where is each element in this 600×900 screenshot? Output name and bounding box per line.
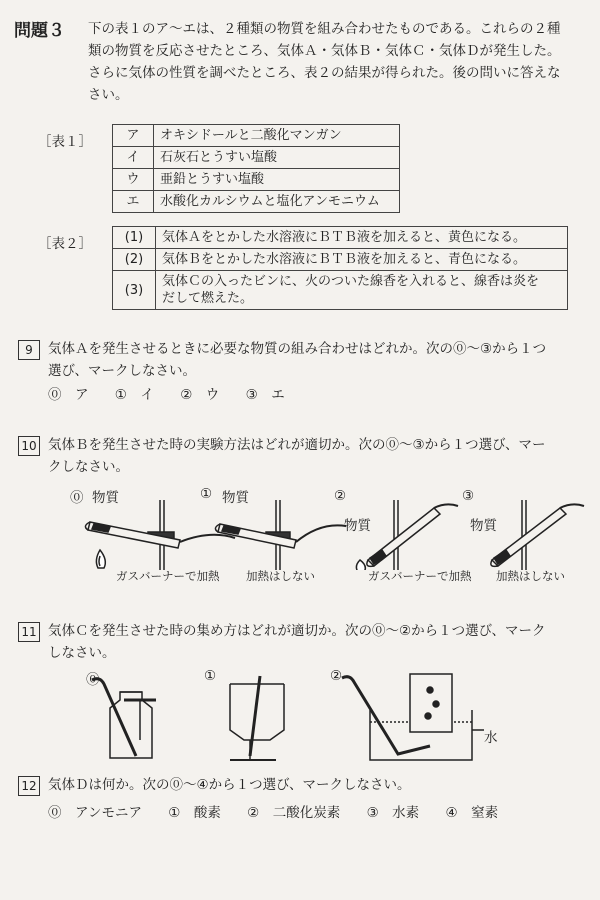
question-line: 気体Ｃを発生させた時の集め方はどれが適切か。次の⓪～②から１つ選び、マーク	[48, 623, 546, 639]
apparatus-figure-3	[491, 500, 584, 570]
question-number-box: 10	[18, 436, 40, 456]
problem-title: 問題３	[14, 21, 65, 41]
question-11-text	[48, 620, 588, 664]
table-row	[113, 249, 568, 271]
option[interactable]: ④ 窒素	[445, 805, 499, 821]
figure-caption: 加熱はしない	[246, 569, 315, 583]
question-9-options	[48, 384, 588, 406]
table-cell-key: (2)	[113, 249, 156, 271]
question-line: しなさい。	[48, 645, 116, 661]
question-9-text	[48, 338, 588, 406]
collection-figure-2	[342, 674, 484, 760]
table-cell-value: 気体Ａをとかした水溶液にＢＴＢ液を加えると、黄色になる。	[156, 227, 568, 249]
table-row	[113, 169, 400, 191]
option[interactable]: ⓪ ア	[48, 387, 89, 403]
table-cell-value	[156, 271, 568, 310]
question-line: クしなさい。	[48, 459, 129, 475]
option[interactable]: ⓪ アンモニア	[48, 805, 142, 821]
q11-figures	[80, 670, 510, 765]
table-cell-key: (3)	[113, 271, 156, 310]
problem-intro	[88, 18, 588, 106]
figure-mark: ②	[334, 488, 347, 504]
question-line: 気体Ｄは何か。次の⓪～④から１つ選び、マークしなさい。	[48, 777, 411, 793]
figure-caption: 加熱はしない	[496, 569, 565, 583]
apparatus-figure-1	[215, 500, 346, 570]
collection-figure-0	[92, 679, 156, 758]
table-cell-value: 亜鉛とうすい塩酸	[154, 169, 400, 191]
table2	[112, 226, 568, 310]
water-label: 水	[484, 730, 498, 746]
apparatus-figure-2	[356, 500, 458, 570]
table-row	[113, 125, 400, 147]
figure-mark: ②	[330, 668, 343, 684]
option[interactable]: ① 酸素	[168, 805, 221, 821]
cell-line: だして燃えた。	[162, 291, 254, 306]
question-number-box: 9	[18, 340, 40, 360]
collection-figure-1	[230, 676, 284, 760]
q10-figures	[60, 500, 590, 570]
table-row	[113, 191, 400, 213]
option[interactable]: ③ 水素	[366, 805, 420, 821]
option[interactable]: ② ウ	[180, 387, 220, 403]
table2-label: ［表２］	[38, 236, 92, 252]
figure-substance-label: 物質	[470, 518, 497, 534]
table-cell-key: (1)	[113, 227, 156, 249]
figure-caption: ガスバーナーで加熱	[116, 569, 220, 583]
question-line: 気体Ｂを発生させた時の実験方法はどれが適切か。次の⓪～③から１つ選び、マー	[48, 437, 546, 453]
table-cell-key: ウ	[113, 169, 154, 191]
table1	[112, 124, 400, 213]
figure-mark: ⓪	[70, 490, 84, 506]
table-cell-key: イ	[113, 147, 154, 169]
table1-label: ［表１］	[38, 134, 92, 150]
table-row	[113, 271, 568, 310]
question-number-box: 12	[18, 776, 40, 796]
question-12-text	[48, 774, 588, 824]
question-line: 気体Ａを発生させるときに必要な物質の組み合わせはどれか。次の⓪～③から１つ	[48, 341, 547, 357]
figure-substance-label: 物質	[344, 518, 371, 534]
table-cell-value: 石灰石とうすい塩酸	[154, 147, 400, 169]
table-cell-key: ア	[113, 125, 154, 147]
table-row	[113, 227, 568, 249]
figure-caption: ガスバーナーで加熱	[368, 569, 472, 583]
figure-mark: ⓪	[86, 672, 100, 688]
intro-line: さい。	[88, 87, 129, 103]
figure-substance-label: 物質	[222, 490, 249, 506]
option[interactable]: ③ エ	[245, 387, 285, 403]
question-12-options	[48, 802, 588, 824]
table-row	[113, 147, 400, 169]
option[interactable]: ② 二酸化炭素	[247, 805, 341, 821]
cell-line: 気体Ｃの入ったビンに、火のついた線香を入れると、線香は炎を	[162, 274, 540, 289]
option[interactable]: ① イ	[114, 387, 154, 403]
question-10-text	[48, 434, 588, 478]
question-number-box: 11	[18, 622, 40, 642]
table-cell-value: 水酸化カルシウムと塩化アンモニウム	[154, 191, 400, 213]
figure-mark: ③	[462, 488, 475, 504]
figure-mark: ①	[204, 668, 217, 684]
apparatus-figure-0	[85, 500, 235, 570]
table-cell-value: 気体Ｂをとかした水溶液にＢＴＢ液を加えると、青色になる。	[156, 249, 568, 271]
figure-substance-label: 物質	[92, 490, 119, 506]
figure-mark: ①	[200, 486, 213, 502]
table-cell-value: オキシドールと二酸化マンガン	[154, 125, 400, 147]
intro-line: 下の表１のア～エは、２種類の物質を組み合わせたものである。これらの２種	[88, 21, 561, 37]
intro-line: さらに気体の性質を調べたところ、表２の結果が得られた。後の問いに答えな	[88, 65, 561, 81]
intro-line: 類の物質を反応させたところ、気体Ａ・気体Ｂ・気体Ｃ・気体Ｄが発生した。	[88, 43, 561, 59]
table-cell-key: エ	[113, 191, 154, 213]
question-line: 選び、マークしなさい。	[48, 363, 196, 379]
